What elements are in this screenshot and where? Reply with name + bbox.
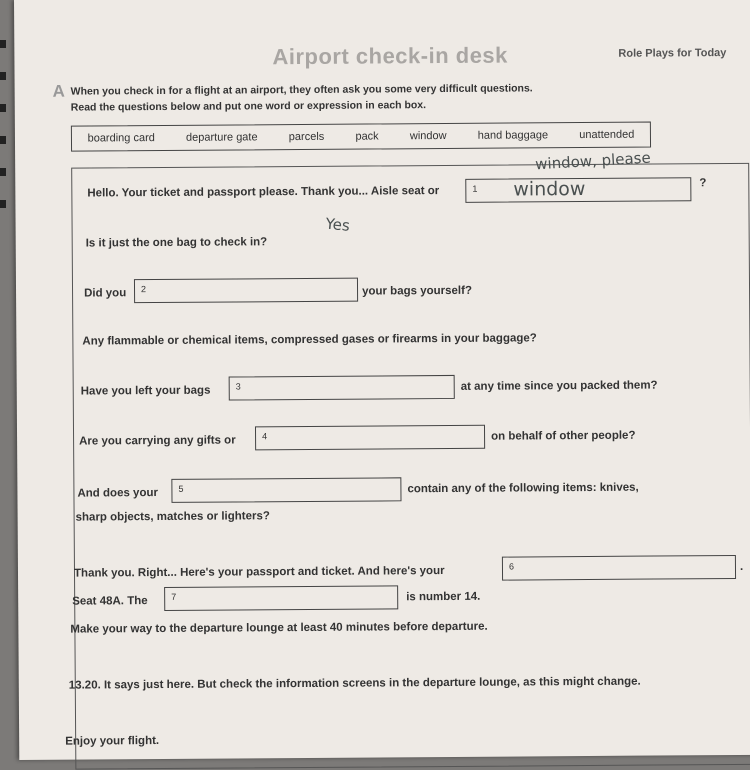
dialogue-line-8b: . <box>739 560 744 573</box>
dialogue-line-10: Make your way to the departure lounge at least 40 minutes before departure. <box>70 620 488 636</box>
gap-6[interactable]: 6 <box>502 555 736 581</box>
dialogue-line-8a: Thank you. Right... Here's your passport and ticket. And here's your <box>73 565 445 580</box>
dialogue-line-2: Is it just the one bag to check in? <box>85 236 268 250</box>
instruction-line-1: When you check in for a flight at an airport, they often ask you some very difficult questions. <box>70 82 533 98</box>
word-option: window <box>409 129 447 143</box>
dialogue-line-7b: contain any of the following items: knives, <box>407 481 639 496</box>
word-box <box>71 122 651 152</box>
dialogue-line-12: Enjoy your flight. <box>65 735 160 748</box>
word-option: parcels <box>288 130 325 144</box>
dialogue-line-11: 13.20. It says just here. But check the information screens in the departure lounge, as this might change. <box>68 675 641 692</box>
instructions <box>71 80 533 115</box>
gap-3[interactable]: 3 <box>229 375 455 401</box>
word-option: pack <box>355 130 379 143</box>
instruction-line-2: Read the questions below and put one word or expression in each box. <box>70 99 427 114</box>
gap-7[interactable]: 7 <box>164 585 398 611</box>
dialogue-line-5b: at any time since you packed them? <box>460 379 658 393</box>
gap-1[interactable]: 1 <box>465 177 691 203</box>
dialogue-line-3b: your bags yourself? <box>362 284 473 298</box>
dialogue-line-1b: ? <box>699 177 707 190</box>
dialogue-line-1a: Hello. Your ticket and passport please. Thank you... Aisle seat or <box>87 185 440 200</box>
gap-2[interactable]: 2 <box>134 278 358 304</box>
handwritten-answer-1: window <box>513 178 586 201</box>
word-option: boarding card <box>87 132 155 145</box>
dialogue-line-3a: Did you <box>84 287 127 300</box>
exercise-letter: A <box>52 81 65 101</box>
dialogue-line-7c: sharp objects, matches or lighters? <box>75 510 270 524</box>
word-option: unattended <box>579 128 635 142</box>
word-option: hand baggage <box>477 129 549 142</box>
dialogue-line-4: Any flammable or chemical items, compressed gases or firearms in your baggage? <box>82 332 537 348</box>
handwritten-answer-2: Yes <box>324 214 351 235</box>
dialogue-line-6a: Are you carrying any gifts or <box>79 434 236 448</box>
page-title: Airport check-in desk <box>272 42 508 70</box>
dialogue-line-9b: is number 14. <box>406 590 481 604</box>
dialogue-line-9a: Seat 48A. The <box>72 595 148 608</box>
word-option: departure gate <box>185 131 258 144</box>
dialogue-line-6b: on behalf of other people? <box>491 429 636 443</box>
gap-5[interactable]: 5 <box>171 477 401 503</box>
dialogue-line-7a: And does your <box>77 487 159 500</box>
series-label: Role Plays for Today <box>618 47 727 60</box>
worksheet-page <box>14 0 750 760</box>
dialogue-line-5a: Have you left your bags <box>80 384 211 398</box>
handwritten-answer-1-extra: window, please <box>534 148 652 174</box>
gap-4[interactable]: 4 <box>255 425 485 451</box>
